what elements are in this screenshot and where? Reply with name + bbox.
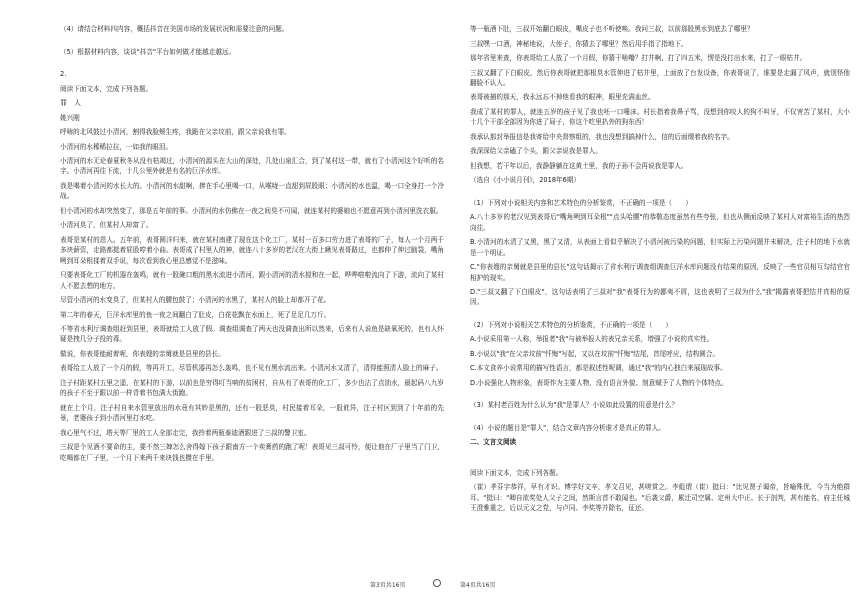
option-a: A.小说采用第一人称，举报者"我"与被举报人的表兄亲关系，增强了小说的真实性。 bbox=[470, 335, 714, 344]
classical-text: （崔）孝芬字恭祥，早有才识。博学好文辛，孝文召见，甚嗟赏之。李彪谓（崔）挺曰："比见贤子谒帝，旨喻殊优，今当为绝群耳。"挺曰："卿自欲奖处人父子之间，然斯言首不敢闻也。"后袭父爵，累迁司空属、定州大中正。长于剖判，甚有能名，府主任城王澄雅重之。后以元义之党，与卢同、李奖等并除名，征还。 bbox=[470, 483, 850, 513]
paragraph: 只要表哥化工厂的机器在轰鸣，就有一股碗口粗的黑水流进小清河，跟小清河的清水搅和在一起，哗哗啦啦流向了下游，流向了某村人不愿去想的地方。 bbox=[60, 271, 444, 290]
paragraph: 呼哧的北风鼓过小清河，割得我脸颊生疼，我跪在父亲坟前，跟父亲说我有罪。 bbox=[60, 128, 291, 136]
paragraph: 表哥是某村的恩人。五年前，表哥圆洋归来，就在某村南建了现在这个化工厂，某村一百多口劳力进了表哥的厂子，每人一个月两千多块薪资，走路都挺着屁股哼着小曲。表哥成了村里人的神，就连八十多岁的老汉在大街上瞅见表哥路过，也都伸了伸过脑袋，嘴角咧到耳朵根揉着双手说，每次看到我心里总感觉不是滋味。 bbox=[60, 235, 444, 265]
question-3: （3）某村老百姓为什么认为"我"是罪人？小说如此设置的用意是什么？ bbox=[470, 401, 679, 410]
paragraph: 那年省里来查，你表哥给工人放了一个月假，你猜干啥嘞？打井啊，打了四五米，愣是没打出水来，打了一眼枯井。 bbox=[470, 54, 807, 62]
paragraph: 小清河的水无论春夏秋冬从没有枯竭过，小清河的源头在大山的深处，几处山泉汇合，到了某村这一带，就有了小清河这个好听的名字。小清河再往下流，十几公里外就是有名的巨洋水库。 bbox=[60, 157, 444, 176]
instruction: 阅读下面文本，完成下列各题。 bbox=[60, 84, 153, 93]
paragraph: 做说，你表哥能耐着呢，你表嫂的亲舅就是县里的县长。 bbox=[60, 349, 225, 358]
question-1: （1）下列对小说相关内容和艺术特色的分析鉴赏，不正确的一项是（ ） bbox=[470, 198, 692, 207]
page-number-left: 第3页共16页 bbox=[370, 582, 406, 589]
instruction: 阅读下面文本，完成下列各题。 bbox=[470, 468, 563, 477]
paragraph: 不等省水利厅调查组赶到县里，表哥就给工人放了假。调查组调查了两天也没调查出所以然来，后来有人说鱼是缺氧死的，也有人怀疑是拽几分子投的毒。 bbox=[60, 325, 444, 344]
option-c: C.本文食养小说常用的描写性语言，都是叙述性呢调，通过"我"的内心独白来展现故事。 bbox=[470, 364, 727, 373]
option-b: B.小说以"我"在父亲坟前"忏悔"写起，又以在坟前"忏悔"结尾，首尾呼应，结构圆合。 bbox=[470, 349, 720, 358]
paragraph: 我承认那封举报信是我寄给中央督察组的，我也没想到搞掉什么，信的后面缀着我的名字。 bbox=[470, 132, 734, 141]
section-heading: 二、文言文阅读 bbox=[470, 438, 517, 447]
page-number-right: 第4页共16页 bbox=[460, 582, 496, 589]
paragraph: 三叔嘿一口酒，神秘地说，大侄子，你猜去了哪里？然后用手指了指地下。 bbox=[470, 39, 688, 48]
option-b: B.小清河的水清了又黑，黑了又清，从表面上看似乎解决了小清河被污染的问题，但实际上污染问题并未解决，注子村的地下水就是一个明证。 bbox=[470, 238, 850, 257]
page-footer bbox=[0, 580, 860, 592]
paragraph: 就在上个月，注子村自来水管里放出的水竟有其妙是黑的，还有一股恶臭，村民接着耳朵，一股讹异，注子村区到到了十年前的先景，老婆孩子到小清河里打水吃。 bbox=[60, 403, 444, 423]
paragraph: 第二年的春天，巨洋水库里的鱼一夜之间翻白了肚皮，白花花飘在水面上，死了足足几万斤。 bbox=[60, 310, 331, 319]
paragraph: 但小清河的水却突然变了，那是五年前的事。小清河的水仿佛在一夜之间臭不可闻，就连某村的婆娘也不愿意再到小清河里洗衣服。 bbox=[60, 206, 443, 215]
story-author: 姚兴刚 bbox=[60, 113, 80, 122]
paragraph: 注子村距某村五里之遥，在某村的下游，以前也是穷得叮当响的贫困村，自从有了表哥的化工厂，多少也沾了点油水，最起码八九岁的孩子不至于跟以前一样背着书包满大街跑。 bbox=[60, 378, 444, 398]
question-5: （5）根据材料内容，谈谈"抖音"平台如何做才能越走越远。 bbox=[60, 47, 236, 56]
paragraph: 尽管小清河的水变臭了，但某村人的腰包鼓了；小清河的水黑了，某村人的脸上却都开了花。 bbox=[60, 296, 331, 305]
paragraph: 小清河的水稀稀拉拉，一如我的眼泪。 bbox=[60, 142, 173, 151]
paragraph: 小清河臭了，但某村人却富了。 bbox=[60, 221, 153, 230]
section-number: 2. bbox=[60, 70, 67, 78]
paragraph: 表哥给工人放了一个月的假，等再开工，尽管机器再怎么轰鸣，也不见有黑水流出来。小清河水又清了，清得能照清人脸上的麻子。 bbox=[60, 364, 443, 373]
paragraph: 三叔是个见酒不要命的主，要不然三婶怎么舍得嫁下孩子跟南方一个卖膏药的跑了呢！表哥见三叔可怜，便让他在厂子里当了门卫，吃喝都在厂子里，一个月下来两千来块钱也攒在手里。 bbox=[60, 443, 444, 462]
option-c: C."你表嫂的亲舅就是县里的县长"这句话揭示了省水利厅调查组调查巨洋水库问题没有结果的原因，反映了一些官员相互勾结官官相护的现实。 bbox=[470, 263, 850, 282]
option-d: D.小说强化人物形象，表哥作为主要人物，没有语言外貌、刻意赋予了人物的个体特点。 bbox=[470, 378, 728, 387]
circle-icon bbox=[433, 579, 441, 587]
question-2: （2）下列对小说相关艺术特色的分析鉴赏，不正确的一项是（ ） bbox=[470, 320, 673, 329]
option-d: D."三叔又翻了下白眼皮"，这句话表明了三叔对"我"表哥行为的鄙夷不屑，这也表明了三叔为什么"我"揭露表哥把结并真相的原因。 bbox=[470, 288, 850, 307]
source-note: （选自《小小说月刊》，2018年6期） bbox=[470, 176, 580, 185]
paragraph: 表哥被捕的那天，我永远忘不掉他看我的眼神，眼里充满血丝。 bbox=[470, 93, 655, 102]
question-4: （4）请结合材料四内容，概括抖音在美国市场的发展状况和需要注意的问题。 bbox=[60, 25, 289, 33]
paragraph: 我深深给父亲磕了个头，跟父亲说我是罪人。 bbox=[470, 147, 602, 156]
right-column bbox=[470, 24, 850, 518]
question-4-right: （4）小说的题目是"罪人"，结合文章内容分析谁才是真正的罪人。 bbox=[470, 423, 665, 432]
paragraph: 但我想，若干年以后，我静静躺在这黄土里，我的子孙不会再说我是罪人。 bbox=[470, 161, 688, 170]
paragraph: 我心里气不过，塔天等厂里的工人全部走完，我拎着两瓶泰迪酒跟进了三叔的警卫室。 bbox=[60, 428, 311, 437]
story-title: 罪 人 bbox=[60, 99, 81, 107]
left-column bbox=[60, 24, 444, 467]
paragraph: 等一瓶酒下肚，三叔开始翻白眼皮，嘴皮子也不听使唤。我问三叔，以前那股黑水到底去了哪里？ bbox=[470, 25, 754, 33]
paragraph: 我成了某村的罪人，就连五岁的孩子见了我也呸一口唾沫。村长指着我鼻子骂，没想到你咬人的狗不叫牙，不仅害苦了某村，大小十几个干部全部因为你进了局子，你这个吃里扒外的狗东西！ bbox=[470, 107, 850, 127]
paragraph: 三叔又翻了下白眼皮，然后你表哥就把那根臭水管伸进了枯井里，上面放了台发设备，你表哥说了，谁要是走漏了风声，就别怪他翻脸不认人。 bbox=[470, 68, 850, 87]
paragraph: 我是喝着小清河的水长大的。小清河的水甜啊，捧在手心里喝一口，从喉咙一直甜到屁股眼；小清河的水也温，喝一口全身打一个冷战。 bbox=[60, 181, 444, 201]
option-a: A.八十多岁的老汉见到表哥后"嘴角咧到耳朵根""点头哈腰"的恭敬态度虽然有些夸张，但也从侧面反映了某村人对富裕生活的热烈向往。 bbox=[470, 213, 850, 232]
